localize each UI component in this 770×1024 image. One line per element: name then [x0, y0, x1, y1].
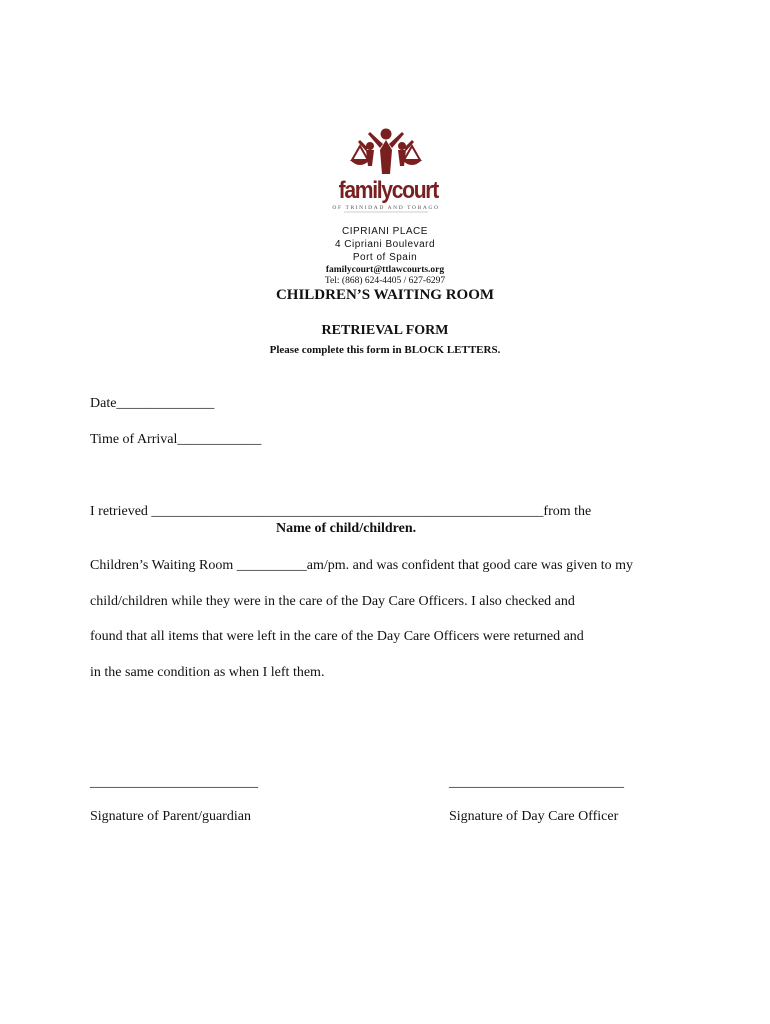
paragraph-line: in the same condition as when I left them.	[90, 665, 325, 680]
address-street: 4 Cipriani Boulevard	[334, 239, 436, 250]
form-instruction: Please complete this form in BLOCK LETTERS.	[269, 344, 501, 356]
paragraph-line: Children’s Waiting Room __________am/pm. and was confident that good care was given to my	[90, 558, 633, 573]
address-place: CIPRIANI PLACE	[342, 226, 428, 237]
logo-subtitle: OF TRINIDAD AND TOBAGO	[332, 205, 440, 211]
parent-signature-line[interactable]: ________________________	[90, 775, 258, 790]
address-tel: Tel: (868) 624-4405 / 627-6297	[324, 276, 446, 286]
paragraph-line: child/children while they were in the care of the Day Care Officers. I also checked and	[90, 594, 575, 609]
date-field[interactable]: Date______________	[90, 396, 215, 411]
parent-signature-label: Signature of Parent/guardian	[90, 809, 251, 824]
address-city: Port of Spain	[352, 252, 418, 263]
paragraph-line: found that all items that were left in the care of the Day Care Officers were returned and	[90, 629, 584, 644]
address-email: familycourt@ttlawcourts.org	[325, 265, 445, 275]
officer-signature-line[interactable]: _________________________	[449, 775, 624, 790]
form-title: RETRIEVAL FORM	[321, 323, 449, 338]
logo-wordmark: familycourt	[338, 177, 438, 204]
name-caption: Name of child/children.	[276, 521, 417, 536]
officer-signature-label: Signature of Day Care Officer	[449, 809, 619, 824]
page-heading: CHILDREN’S WAITING ROOM	[275, 287, 495, 303]
time-of-arrival-field[interactable]: Time of Arrival____________	[90, 432, 262, 447]
retrieved-field[interactable]: I retrieved ________________________________________________________from the	[90, 504, 592, 519]
